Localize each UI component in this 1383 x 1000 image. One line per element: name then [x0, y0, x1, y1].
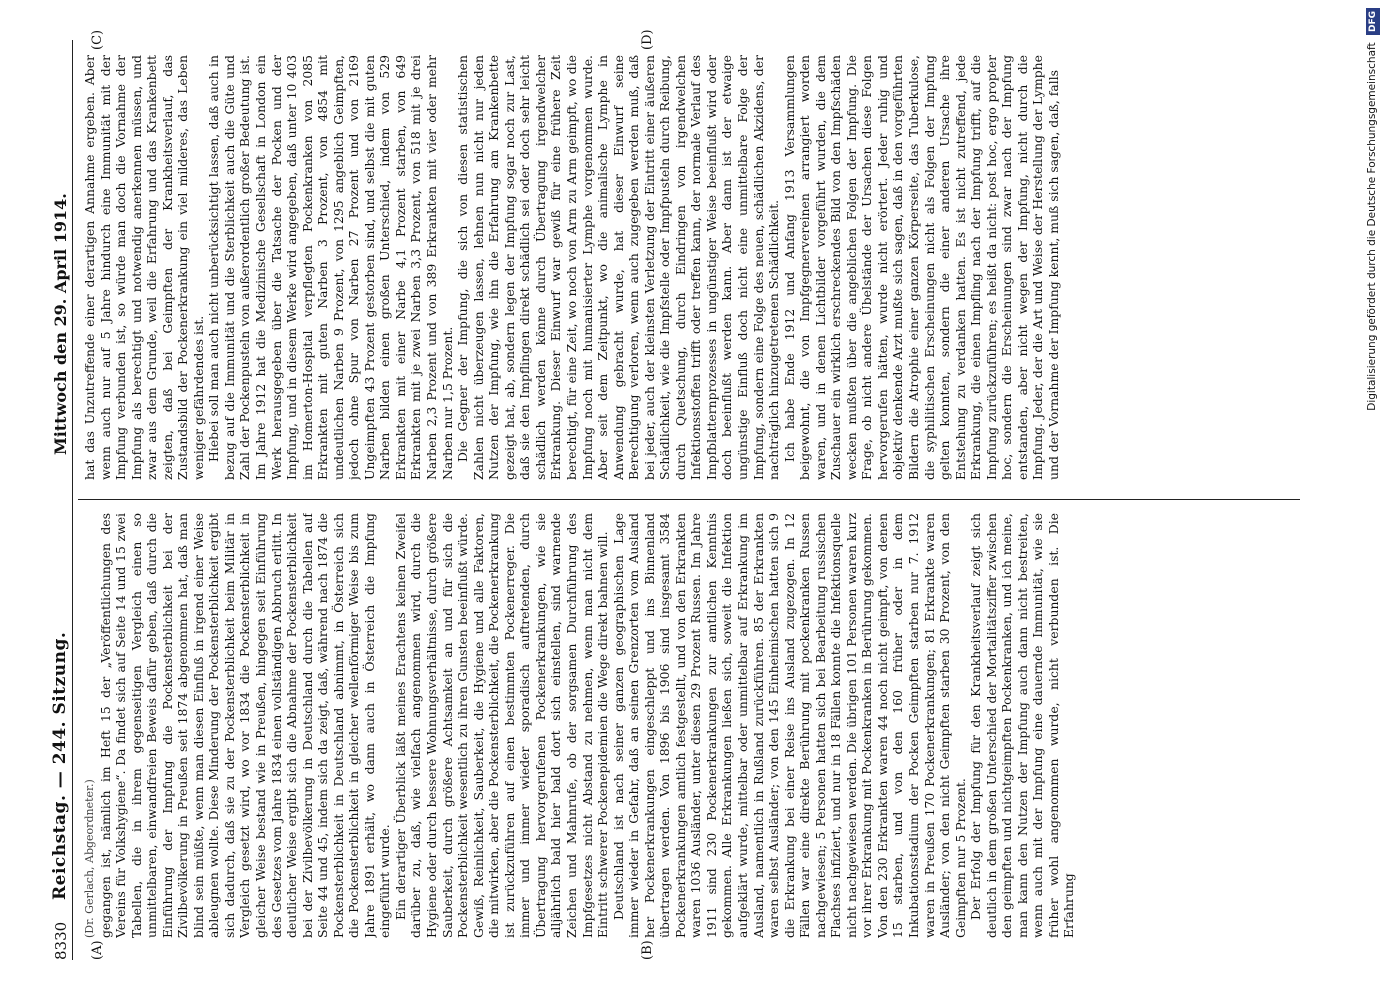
paragraph: Hiebei soll man auch nicht unberücksichtigt lassen, daß auch in bezug auf die Immunität und die Sterblichkeit auch die Güte und Zahl der Pockenpusteln von außerordentlich großer Bedeutung ist. Im Jahre 1912 hat die Medizinische Gesellschaft in London ein Werk herausgegeben über die Tatsache der Pocken und der Impfung, und in diesem Werke wird angegeben, daß unter 10 403 im Homerton-Hospital verpflegten Pockenkranken von 2085 Erkrankten mit guten Narben 3 Prozent, von 4854 mit undeutlichen Narben 9 Prozent, von 1295 angeblich Geimpften, jedoch ohne Spur von Narben 27 Prozent und von 2169 Ungeimpften 43 Prozent gestorben sind, und selbst die mit guten Narben bilden einen großen Unterschied, indem von 529 Erkrankten mit einer Narbe 4,1 Prozent starben, von 649 Erkrankten mit je zwei Narben 3,3 Prozent, von 518 mit je drei Narben 2,3 Prozent und von 389 Erkrankten mit vier oder mehr Narben nur 1,5 Prozent.	[206, 55, 455, 480]
column-divider	[78, 499, 1300, 500]
margin-mark-d: (D)	[640, 29, 655, 50]
margin-mark-c: (C)	[90, 29, 105, 50]
margin-mark-a: (A)	[90, 940, 105, 960]
header-left-title: Reichstag. — 244. Sitzung.	[50, 631, 70, 900]
dfg-side-note	[1365, 8, 1379, 988]
paragraph: Der Erfolg der Impfung für den Krankheitsverlauf zeigt sich deutlich in dem großen Unterschied der Mortalitätsziffer zwischen den geimpften und nichtgeimpften Pockenkranken, und ich meine, man kann den Nutzen der Impfung auch dann nicht bestreiten, wenn auch mit der Impfung eine dauernde Immunität, wie sie früher wohl angenommen wurde, nicht verbunden ist. Die Erfahrung	[968, 513, 1077, 938]
paragraph: gegangen ist, nämlich im Heft 15 der „Veröffentlichungen des Vereins für Volkshygiene“. Da findet sich auf Seite 14 und 15 zwei Tabellen, die in ihrem gegenseitigen Vergleich einen so unmittelbaren, einwandfreien Beweis dafür geben, daß durch die Einführung der Impfung die Pockensterblichkeit bei der Zivilbevölkerung in Preußen seit 1874 abgenommen hat, daß man blind sein müßte, wenn man diesen Einfluß in irgend einer Weise ableugnen wollte. Diese Minderung der Pockensterblichkeit ergibt sich dadurch, daß sie zu der Pockensterblichkeit beim Militär in Vergleich gesetzt wird, wo vor 1834 die Pockensterblichkeit in gleicher Weise bestand wie in Preußen, hingegen seit Einführung des Gesetzes vom Jahre 1834 einen vollständigen Abbruch erlitt. In deutlicher Weise ergibt sich die Abnahme der Pockensterblichkeit bei der Zivilbevölkerung in Deutschland durch die Tabellen auf Seite 44 und 45, indem sich da zeigt, daß, während nach 1874 die Pockensterblichkeit in Deutschland abnimmt, in Österreich sich die Pockensterblichkeit in gleicher wellenförmiger Weise bis zum Jahre 1891 erhält, wo dann auch in Österreich die Impfung eingeführt wurde.	[97, 513, 393, 938]
left-text-column	[82, 513, 1280, 938]
page-number: 8330	[52, 921, 70, 960]
funding-note: Digitalisierung gefördert durch die Deutsche Forschungsgemeinschaft	[1366, 42, 1378, 411]
paragraph: Deutschland ist nach seiner ganzen geographischen Lage immer wieder in Gefahr, daß an seinen Grenzorten vom Ausland her Pockenerkrankungen eingeschleppt und ins Binnenland übertragen werden. Von 1896 bis 1906 sind insgesamt 3584 Pockenerkrankungen amtlich festgestellt, und von den Erkrankten waren 1036 Ausländer, unter diesen 29 Prozent Russen. Im Jahre 1911 sind 230 Pockenerkrankungen zur amtlichen Kenntnis gekommen. Alle Erkrankungen ließen sich, soweit die Infektion aufgeklärt wurde, mittelbar oder unmittelbar auf Erkrankung im Ausland, namentlich in Rußland zurückführen. 85 der Erkrankten waren selbst Ausländer; von den 145 Einheimischen hatten sich 9 die Erkrankung bei einer Reise ins Ausland zugezogen. In 12 Fällen war eine direkte Berührung mit pockenkranken Russen nachgewiesen; 5 Personen hatten sich bei Bearbeitung russischen Flachses infiziert, und nur in 18 Fällen konnte die Infektionsquelle nicht nachgewiesen werden. Die übrigen 101 Personen waren kurz vor ihrer Erkrankung mit Pockenkranken in Berührung gekommen. Von den 230 Erkrankten waren 44 noch nicht geimpft, von denen 15 starben, und von den 160 früher oder in dem Inkubationsstadium der Pocken Geimpften starben nur 7. 1912 waren in Preußen 170 Pockenerkrankungen; 81 Erkrankte waren Ausländer; von den nicht Geimpften starben 30 Prozent, von den Geimpften nur 5 Prozent.	[610, 513, 968, 938]
dfg-logo: DFG	[1366, 8, 1380, 35]
margin-mark-b: (B)	[640, 940, 655, 960]
paragraph: hat das Unzutreffende einer derartigen Annahme ergeben. Aber wenn auch nur auf 5 Jahre hindurch eine Immunität mit der Impfung verbunden ist, so würde man doch die Vornahme der Impfung als berechtigt und notwendig anerkennen müssen, und zwar aus dem Grunde, weil die Erfahrung und das Krankenbett zeigten, daß bei Geimpften der Krankheitsverlauf, das Zustandsbild der Pockenerkrankung ein viel milderes, das Leben weniger gefährdendes ist.	[82, 55, 206, 480]
paragraph: Die Gegner der Impfung, die sich von diesen statistischen Zahlen nicht überzeugen lassen, lehnen nun nicht nur jeden Nutzen der Impfung, wie ihn die Erfahrung am Krankenbette gezeigt hat, ab, sondern legen der Impfung sogar noch zur Last, daß sie den Impflingen direkt schädlich sei oder doch sehr leicht schädlich werden könne durch Übertragung irgendwelcher Erkrankung. Dieser Einwurf war gewiß für eine frühere Zeit berechtigt, für eine Zeit, wo noch von Arm zu Arm geimpft, wo die Impfung noch mit humanisierter Lymphe vorgenommen wurde. Aber seit dem Zeitpunkt, wo die animalische Lymphe in Anwendung gebracht wurde, hat dieser Einwurf seine Berechtigung verloren, wenn auch zugegeben werden muß, daß bei jeder, auch der kleinsten Verletzung der Eintritt einer äußeren Schädlichkeit, wie die Impfstelle oder Impfpusteln durch Reibung, durch Quetschung, durch Eindringen von irgendwelchen Infektionsstoffen trifft oder treffen kann, der normale Verlauf des Impfblatternprozesses in ungünstiger Weise beeinflußt wird oder doch beeinflußt werden kann. Aber dann ist der etwaige ungünstige Einfluß doch nicht eine unmittelbare Folge der Impfung, sondern eine Folge des neuen, schädlichen Akzidens, der nachträglich hinzugetretenen Schädlichkeit.	[455, 55, 782, 480]
paragraph: Ein derartiger Überblick läßt meines Erachtens keinen Zweifel darüber zu, daß, wie vielfach angenommen wird, durch die Hygiene oder durch bessere Wohnungsverhältnisse, durch größere Sauberkeit, durch größere Achtsamkeit an und für sich die Pockensterblichkeit wesentlich zu ihren Gunsten beeinflußt würde. Gewiß, Reinlichkeit, Sauberkeit, die Hygiene und alle Faktoren, die mitwirken, aber die Pockensterblichkeit, die Pockenerkrankung ist zurückzuführen auf einen bestimmten Pockenerreger. Die immer und immer wieder sporadisch auftretenden, durch Übertragung hervorgerufenen Pockenerkrankungen, wie sie alljährlich bald hier bald dort sich einstellen, sind warnende Zeichen und Mahnrufe, ob der sorgsamen Durchführung des Impfgesetzes nicht Abstand zu nehmen, wenn man nicht dem Eintritt schwerer Pockenepidemien die Wege direkt bahnen will.	[392, 513, 611, 938]
speaker-note: (Dr. Gerlach, Abgeordneter.)	[83, 779, 96, 938]
right-text-column	[82, 55, 1280, 480]
header-right-title: Mittwoch den 29. April 1914.	[51, 193, 70, 455]
page-header	[46, 40, 73, 960]
paragraph: Ich habe Ende 1912 und Anfang 1913 Versammlungen beigewohnt, die von Impfgegnervereinen arrangiert worden waren, und in denen Lichtbilder vorgeführt wurden, die dem Zuschauer ein wirklich erschreckendes Bild von den Impfschäden wecken mußten über die angeblichen Folgen der Impfung. Die Frage, ob nicht andere Übelstände der Ursachen diese Folgen hervorgerufen hätten, wurde nicht erörtert. Jeder ruhig und objektiv denkende Arzt mußte sich sagen, daß in den vorgeführten Bildern die Atrophie einer ganzen Körperseite, das Tuberkulose, die syphilitischen Erscheinungen nicht als Folgen der Impfung gelten konnten, sondern die einer anderen Ursache ihre Entstehung zu verdanken hatten. Es ist nicht zutreffend, jede Erkrankung, die einen Impfling nach der Impfung trifft, auf die Impfung zurückzuführen; es heißt da nicht: post hoc, ergo propter hoc, sondern die Erscheinungen sind zwar nach der Impfung entstanden, aber nicht wegen der Impfung, nicht durch die Impfung. Jeder, der die Art und Weise der Herstellung der Lymphe und der Vornahme der Impfung kennt, muß sich sagen, daß, falls	[781, 55, 1061, 480]
